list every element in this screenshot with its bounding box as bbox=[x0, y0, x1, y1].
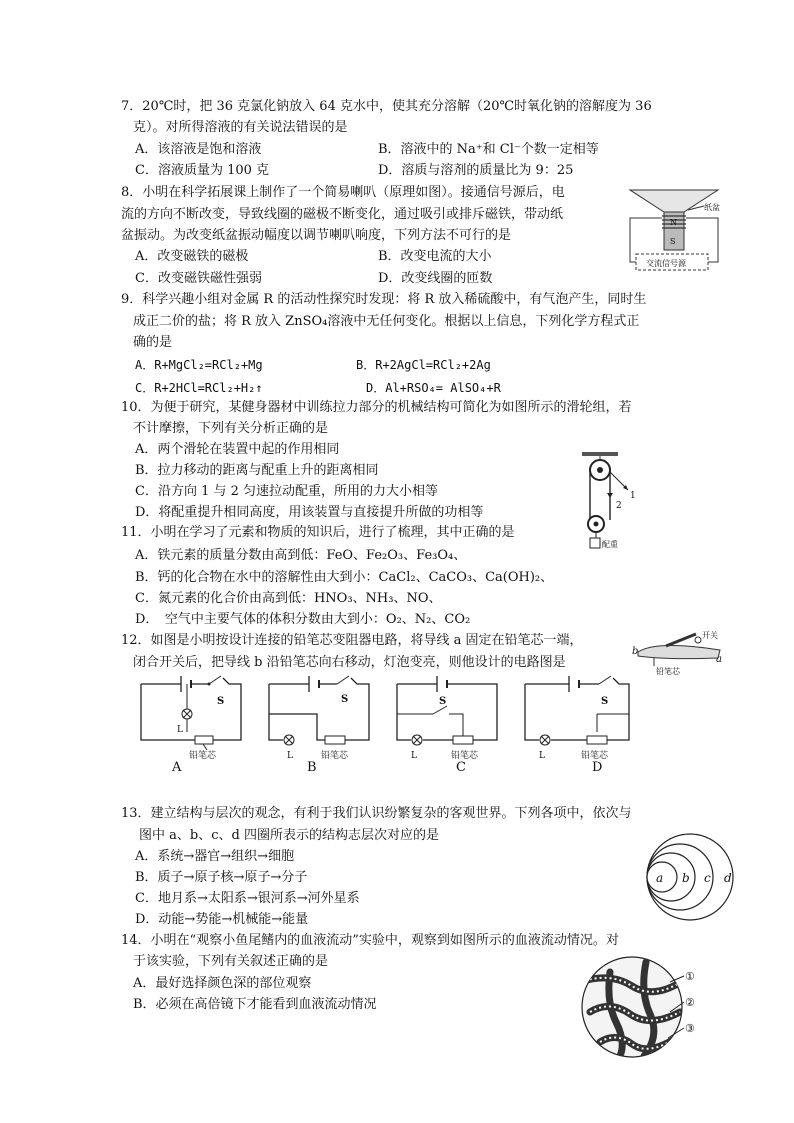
svg-text:S: S bbox=[341, 694, 349, 705]
q8-stem-line3: 盆振动。为改变纸盆振动幅度以调节喇叭响度，下列方法不可行的是 bbox=[121, 228, 512, 243]
q10-option-d: D．将配重提升相同高度，用该装置与直接提升所做的功相等 bbox=[135, 505, 484, 520]
circle-d-label: d bbox=[724, 871, 732, 885]
vessel-label-1: ① bbox=[685, 970, 695, 983]
q8-option-a: A．改变磁铁的磁极 bbox=[135, 249, 249, 264]
q14-stem-line1: 14．小明在“观察小鱼尾鳍内的血液流动”实验中，观察到如图所示的血液流动情况。对 bbox=[121, 933, 619, 948]
q7-stem-line2: 克）。对所得溶液的有关说法错误的是 bbox=[133, 120, 348, 135]
q7-option-b: B．溶液中的 Na⁺和 Cl⁻个数一定相等 bbox=[378, 142, 599, 157]
svg-text:铅笔芯: 铅笔芯 bbox=[451, 751, 479, 761]
q10-option-a: A．两个滑轮在装置中起的作用相同 bbox=[135, 442, 340, 457]
circle-a-label: a bbox=[656, 871, 664, 885]
circuit-c[interactable] bbox=[393, 674, 501, 760]
q8-stem-line1: 8．小明在科学拓展课上制作了一个简易喇叭（原理如图）。接通信号源后，电 bbox=[121, 185, 565, 200]
q13-option-a: A．系统→器官→组织→细胞 bbox=[135, 849, 295, 864]
q14-option-a: A．最好选择颜色深的部位观察 bbox=[133, 976, 312, 991]
circle-c-label: c bbox=[704, 871, 711, 885]
svg-text:S: S bbox=[217, 696, 225, 707]
q9-option-b: B．R+2AgCl=RCl₂+2Ag bbox=[356, 358, 491, 372]
vessel-label-3: ③ bbox=[685, 1022, 695, 1035]
circuit-label-d: D bbox=[592, 760, 603, 775]
q13-stem-line1: 13．建立结构与层次的观念，有利于我们认识纷繁复杂的客观世界。下列各项中，依次与 bbox=[121, 806, 632, 821]
q10-option-c: C．沿方向 1 与 2 匀速拉动配重，所用的力大小相等 bbox=[135, 484, 439, 499]
nested-circles-diagram bbox=[640, 832, 740, 922]
ac-source-label: 交流信号源 bbox=[646, 259, 686, 268]
svg-text:铅笔芯: 铅笔芯 bbox=[581, 751, 609, 761]
q10-stem-line1: 10．为便于研究，某健身器材中训练拉力部分的机械结构可简化为如图所示的滑轮组，若 bbox=[121, 400, 632, 415]
svg-text:铅笔芯: 铅笔芯 bbox=[189, 751, 217, 761]
circuit-label-a: A bbox=[172, 760, 182, 775]
wire-b-label: b bbox=[632, 646, 639, 657]
speaker-diagram bbox=[618, 180, 728, 280]
q9-stem-line2: 成正二价的盐；将 R 放入 ZnSO₄溶液中无任何变化。根据以上信息，下列化学方程式正 bbox=[133, 314, 640, 329]
q7-option-c: C．溶液质量为 100 克 bbox=[135, 163, 270, 178]
pencil-core-label: 铅笔芯 bbox=[656, 667, 680, 676]
q8-option-b: B．改变电流的大小 bbox=[378, 249, 492, 264]
q12-stem-line2: 闭合开关后，把导线 b 沿铅笔芯向右移动，灯泡变亮，则他设计的电路图是 bbox=[133, 655, 566, 670]
magnet-s-pole: S bbox=[670, 237, 676, 246]
svg-text:L: L bbox=[287, 751, 293, 761]
direction-2-label: 2 bbox=[616, 501, 622, 511]
pencil-switch-label: 开关 bbox=[702, 631, 718, 640]
pencil-rheostat-diagram bbox=[626, 628, 726, 678]
q13-stem-line2: 图中 a、b、c、d 四圈所表示的结构志层次对应的是 bbox=[139, 828, 439, 843]
q9-stem-line1: 9．科学兴趣小组对金属 R 的活动性探究时发现：将 R 放入稀硫酸中，有气泡产生，同时生 bbox=[121, 292, 647, 307]
q10-option-b: B．拉力移动的距离与配重上升的距离相同 bbox=[135, 463, 379, 478]
svg-text:S: S bbox=[439, 696, 447, 707]
q13-option-c: C．地月系→太阳系→银河系→河外星系 bbox=[135, 891, 360, 906]
svg-text:L: L bbox=[411, 751, 417, 761]
q8-option-c: C．改变磁铁磁性强弱 bbox=[135, 271, 262, 286]
svg-text:铅笔芯: 铅笔芯 bbox=[321, 751, 349, 761]
circuit-b[interactable] bbox=[265, 674, 373, 760]
svg-text:S: S bbox=[601, 696, 609, 707]
svg-text:L: L bbox=[539, 751, 545, 761]
q11-stem-line1: 11．小明在学习了元素和物质的知识后，进行了梳理，其中正确的是 bbox=[121, 525, 515, 540]
q9-stem-line3: 确的是 bbox=[133, 335, 173, 350]
q12-stem-line1: 12．如图是小明按设计连接的铅笔芯变阻器电路，将导线 a 固定在铅笔芯一端， bbox=[121, 633, 583, 648]
magnet-n-pole: N bbox=[670, 218, 677, 227]
q9-option-a: A．R+MgCl₂=RCl₂+Mg bbox=[135, 358, 263, 372]
circuit-a[interactable] bbox=[137, 674, 245, 760]
direction-1-label: 1 bbox=[630, 491, 636, 501]
circuit-label-c: C bbox=[456, 760, 466, 775]
q9-option-c: C．R+2HCl=RCl₂+H₂↑ bbox=[135, 381, 263, 395]
q13-option-d: D．动能→势能→机械能→能量 bbox=[135, 912, 309, 927]
fish-tail-blood-flow-diagram bbox=[580, 952, 710, 1062]
circle-b-label: b bbox=[682, 871, 690, 885]
q7-stem-line1: 7．20℃时，把 36 克氯化钠放入 64 克水中，使其充分溶解（20℃时氧化钠的溶解度为 36 bbox=[121, 99, 652, 114]
vessel-label-2: ② bbox=[685, 996, 695, 1009]
q9-option-d: D．Al+RSO₄= AlSO₄+R bbox=[366, 381, 501, 395]
q11-option-b: B．钙的化合物在水中的溶解性由大到小：CaCl₂、CaCO₃、Ca(OH)₂、 bbox=[135, 570, 554, 585]
pulley-diagram bbox=[566, 450, 656, 555]
counterweight-label: 配重 bbox=[602, 540, 618, 549]
q11-option-d: D． 空气中主要气体的体积分数由大到小：O₂、N₂、CO₂ bbox=[135, 612, 471, 627]
wire-a-label: a bbox=[716, 654, 722, 665]
paper-cone-label: 纸盆 bbox=[704, 203, 720, 212]
q11-option-a: A．铁元素的质量分数由高到低：FeO、Fe₂O₃、Fe₃O₄、 bbox=[135, 548, 467, 563]
q8-stem-line2: 流的方向不断改变，导致线圈的磁极不断变化，通过吸引或排斥磁铁，带动纸 bbox=[121, 207, 564, 222]
q13-option-b: B．质子→原子核→原子→分子 bbox=[135, 870, 308, 885]
svg-text:L: L bbox=[177, 725, 183, 735]
circuit-label-b: B bbox=[307, 760, 317, 775]
q10-stem-line2: 不计摩擦，下列有关分析正确的是 bbox=[133, 421, 329, 436]
q8-option-d: D．改变线圈的匝数 bbox=[378, 271, 493, 286]
q14-stem-line2: 于该实验，下列有关叙述正确的是 bbox=[133, 954, 329, 969]
q7-option-d: D．溶质与溶剂的质量比为 9：25 bbox=[378, 163, 574, 178]
q11-option-c: C．氮元素的化合价由高到低：HNO₃、NH₃、NO、 bbox=[135, 591, 442, 606]
q7-option-a: A．该溶液是饱和溶液 bbox=[135, 142, 262, 157]
q14-option-b: B．必须在高倍镜下才能看到血液流动情况 bbox=[133, 997, 377, 1012]
circuit-d[interactable] bbox=[521, 674, 633, 760]
